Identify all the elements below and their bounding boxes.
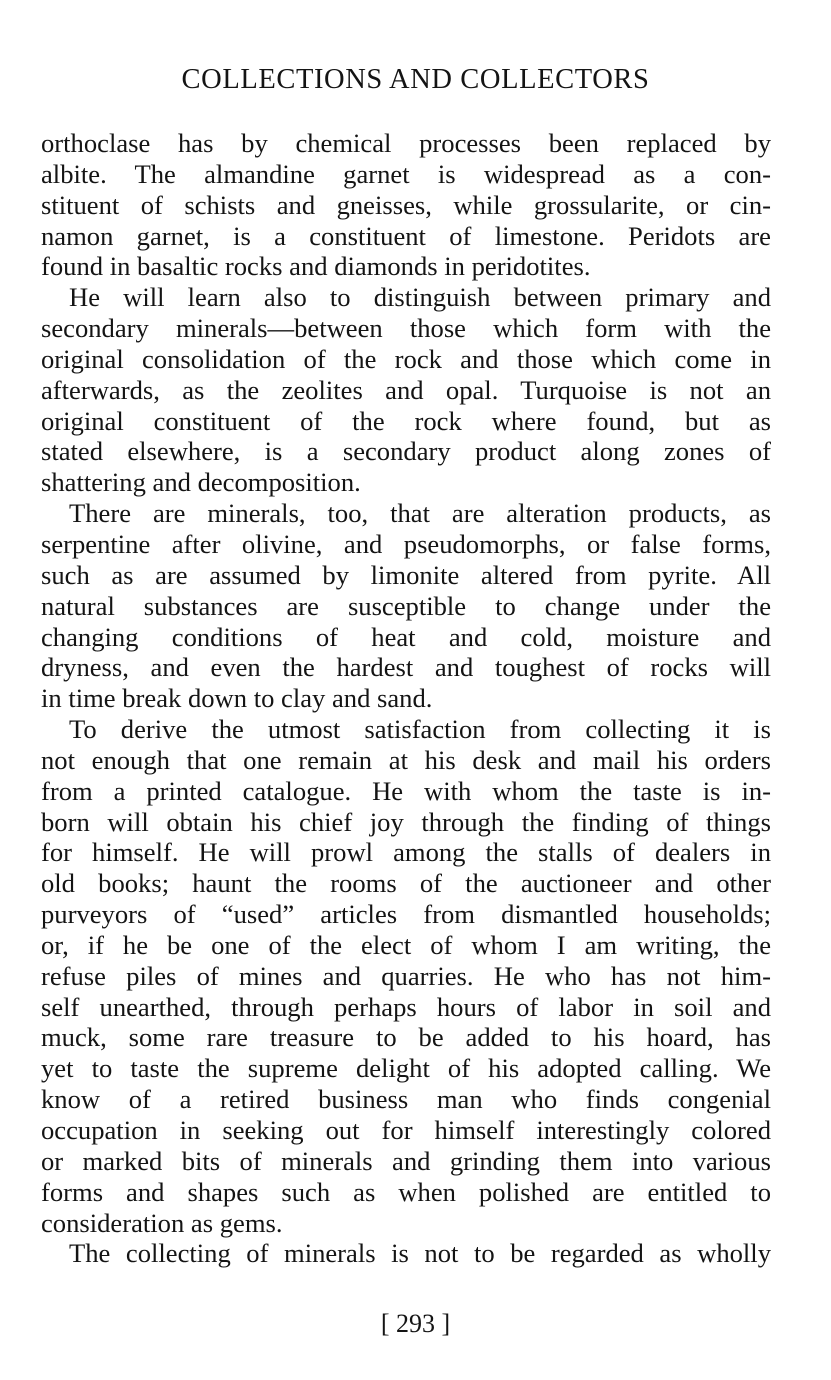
text-line: refuse piles of mines and quarries. He who has not him- (41, 960, 771, 991)
paragraph (41, 128, 771, 282)
running-title: COLLECTIONS AND COLLECTORS (181, 64, 650, 95)
text-line: shattering and decomposition. (41, 467, 361, 498)
paragraph (41, 282, 771, 498)
text-line: orthoclase has by chemical processes been replaced by (41, 128, 771, 158)
text-line: born will obtain his chief joy through the finding of things (41, 806, 771, 837)
text-line: secondary minerals—between those which form with the (41, 313, 771, 344)
text-line: or marked bits of minerals and grinding them into various (41, 1145, 771, 1176)
text-line: from a printed catalogue. He with whom the taste is in- (41, 775, 771, 806)
paragraph (41, 1238, 771, 1269)
text-line: or, if he be one of the elect of whom I am writing, the (41, 929, 771, 960)
paragraph (41, 498, 771, 714)
text-line: know of a retired business man who finds congenial (41, 1084, 771, 1115)
text-line: The collecting of minerals is not to be regarded as wholly (69, 1238, 771, 1269)
text-line: original consolidation of the rock and those which come in (41, 343, 771, 374)
text-line: in time break down to clay and sand. (41, 683, 433, 714)
text-line: occupation in seeking out for himself interestingly colored (41, 1115, 771, 1145)
text-line: There are minerals, too, that are alteration products, as (69, 498, 771, 529)
text-line: original constituent of the rock where found, but as (41, 405, 771, 436)
text-line: yet to taste the supreme delight of his adopted calling. We (41, 1053, 771, 1084)
text-line: dryness, and even the hardest and toughest of rocks will (41, 652, 771, 683)
text-line: for himself. He will prowl among the stalls of dealers in (41, 837, 771, 868)
text-line: self unearthed, through perhaps hours of labor in soil and (41, 991, 771, 1022)
body-text (41, 128, 771, 1269)
text-line: stituent of schists and gneisses, while grossularite, or cin- (41, 189, 771, 220)
text-line: afterwards, as the zeolites and opal. Turquoise is not an (41, 374, 771, 405)
page-number: [ 293 ] (380, 1309, 451, 1338)
text-line: muck, some rare treasure to be added to his hoard, has (41, 1022, 771, 1053)
text-line: To derive the utmost satisfaction from collecting it is (69, 714, 771, 745)
text-line: found in basaltic rocks and diamonds in peridotites. (41, 251, 591, 282)
text-line: He will learn also to distinguish between primary and (69, 282, 771, 313)
text-line: serpentine after olivine, and pseudomorphs, or false forms, (41, 528, 771, 559)
text-line: albite. The almandine garnet is widespread as a con- (41, 158, 771, 189)
text-line: old books; haunt the rooms of the auctioneer and other (41, 868, 771, 899)
text-line: namon garnet, is a constituent of limestone. Peridots are (41, 220, 771, 251)
text-line: purveyors of “used” articles from dismantled households; (41, 899, 771, 930)
text-line: such as are assumed by limonite altered from pyrite. All (41, 559, 771, 590)
paragraph (41, 714, 771, 1238)
text-line: changing conditions of heat and cold, moisture and (41, 621, 771, 652)
text-line: forms and shapes such as when polished are entitled to (41, 1176, 771, 1207)
text-line: stated elsewhere, is a secondary product along zones of (41, 436, 771, 467)
text-line: consideration as gems. (41, 1207, 283, 1238)
text-line: natural substances are susceptible to change under the (41, 590, 771, 621)
text-line: not enough that one remain at his desk and mail his orders (41, 744, 771, 775)
